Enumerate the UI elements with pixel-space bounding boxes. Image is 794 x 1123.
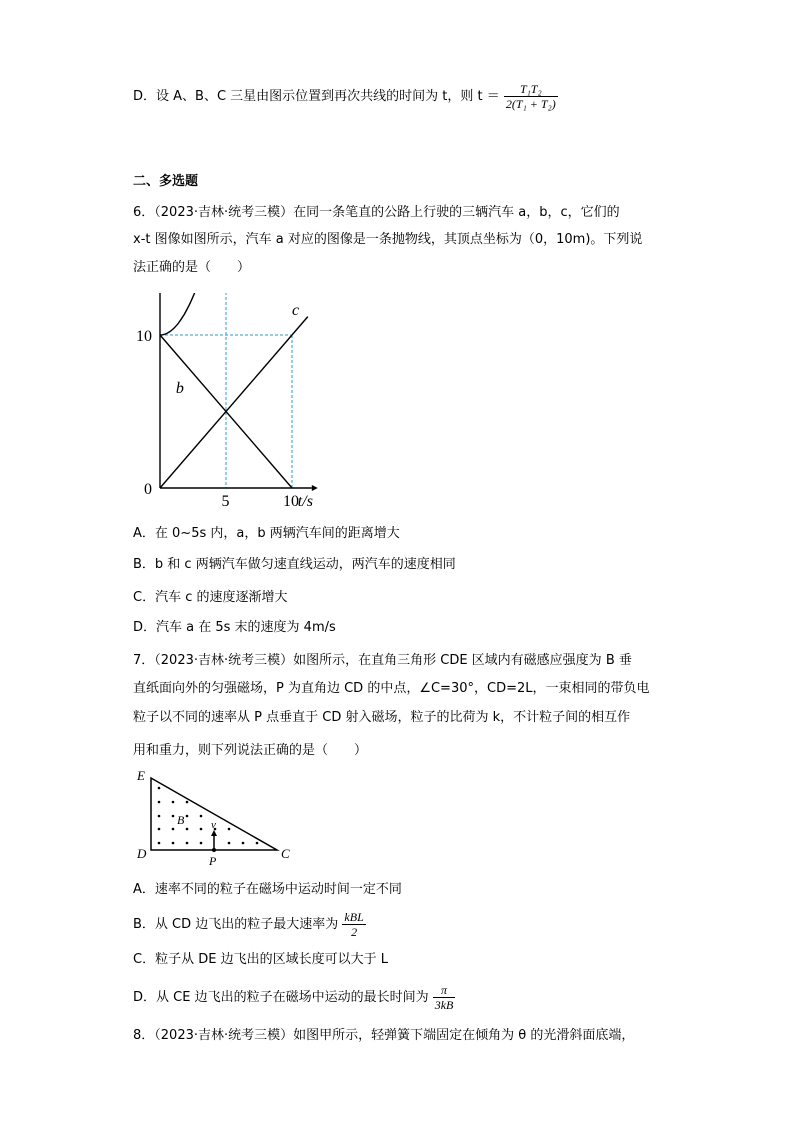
label-p: P bbox=[209, 854, 217, 866]
q6-option-c: C．汽车 c 的速度逐渐增大 bbox=[133, 590, 288, 605]
label-v: v bbox=[211, 819, 216, 831]
label-c: C bbox=[281, 846, 290, 861]
field-dots bbox=[158, 787, 259, 845]
label-b: B bbox=[177, 813, 185, 827]
q5-option-d: D．设 A、B、C 三星由图示位置到再次共线的时间为 t，则 t ＝ $\frac{\text{T₁T₂}}{\text{2(T₁ + T₂)}}$ bbox=[133, 82, 556, 111]
q7-line-4: 用和重力，则下列说法正确的是（ ） bbox=[133, 743, 368, 758]
x-tick-5: 5 bbox=[221, 493, 230, 510]
q6-line-3: 法正确的是（ ） bbox=[133, 260, 251, 275]
xt-chart bbox=[133, 293, 343, 518]
q7-d-fraction: $\frac{\pi}{3kB}$ bbox=[434, 983, 454, 1012]
q6-line-1: 6．（2023·吉林·统考三模）在同一条笔直的公路上行驶的三辆汽车 a，b，c，它们的 bbox=[133, 205, 620, 220]
label-d: D bbox=[137, 846, 147, 861]
x-tick-0: 0 bbox=[144, 481, 152, 498]
label-e: E bbox=[137, 768, 145, 783]
q7-option-b: B．从 CD 边飞出的粒子最大速率为 $\frac{\text{kBL}}{2}$ bbox=[133, 910, 364, 939]
triangle-figure bbox=[133, 766, 303, 866]
q6-option-a: A．在 0~5s 内，a，b 两辆汽车间的距离增大 bbox=[133, 526, 400, 541]
series-a-curve bbox=[160, 293, 226, 335]
q7-line-1: 7．（2023·吉林·统考三模）如图所示，在直角三角形 CDE 区域内有磁感应强度为 B 垂 bbox=[133, 653, 632, 668]
x-axis-label: t/s bbox=[297, 493, 313, 510]
series-label-c: c bbox=[292, 302, 300, 320]
q7-option-d: D．从 CE 边飞出的粒子在磁场中运动的最长时间为 $\frac{\pi}{3kB}$ bbox=[133, 983, 454, 1012]
q6-line-2: x-t 图像如图所示，汽车 a 对应的图像是一条抛物线，其顶点坐标为（0，10m)。下列说 bbox=[133, 232, 643, 247]
q7-line-2: 直纸面向外的匀强磁场，P 为直角边 CD 的中点，∠C=30°，CD=2L，一束相同的带负电 bbox=[133, 681, 650, 696]
q7-option-a: A．速率不同的粒子在磁场中运动时间一定不同 bbox=[133, 882, 402, 897]
q7-b-fraction: $\frac{\text{kBL}}{2}$ bbox=[344, 910, 364, 939]
q6-option-b: B．b 和 c 两辆汽车做匀速直线运动，两汽车的速度相同 bbox=[133, 557, 456, 572]
q7-line-3: 粒子以不同的速率从 P 点垂直于 CD 射入磁场，粒子的比荷为 k，不计粒子间的相互作 bbox=[133, 710, 631, 725]
q7-option-c: C．粒子从 DE 边飞出的区域长度可以大于 L bbox=[133, 952, 388, 967]
y-tick-10: 10 bbox=[136, 328, 152, 345]
q5-fraction: $\frac{\text{T₁T₂}}{\text{2(T₁ + T₂)}}$ bbox=[505, 82, 556, 111]
q8-line-1: 8．（2023·吉林·统考三模）如图甲所示，轻弹簧下端固定在倾角为 θ 的光滑斜面底端， bbox=[133, 1028, 635, 1043]
point-p bbox=[212, 848, 216, 852]
section-heading: 二、多选题 bbox=[133, 174, 199, 189]
x-tick-10: 10 bbox=[283, 493, 299, 510]
series-label-b: b bbox=[175, 380, 184, 398]
x-axis-arrow bbox=[312, 485, 318, 491]
series-c-extension bbox=[292, 317, 308, 335]
q6-option-d: D．汽车 a 在 5s 末的速度为 4m/s bbox=[133, 620, 336, 635]
